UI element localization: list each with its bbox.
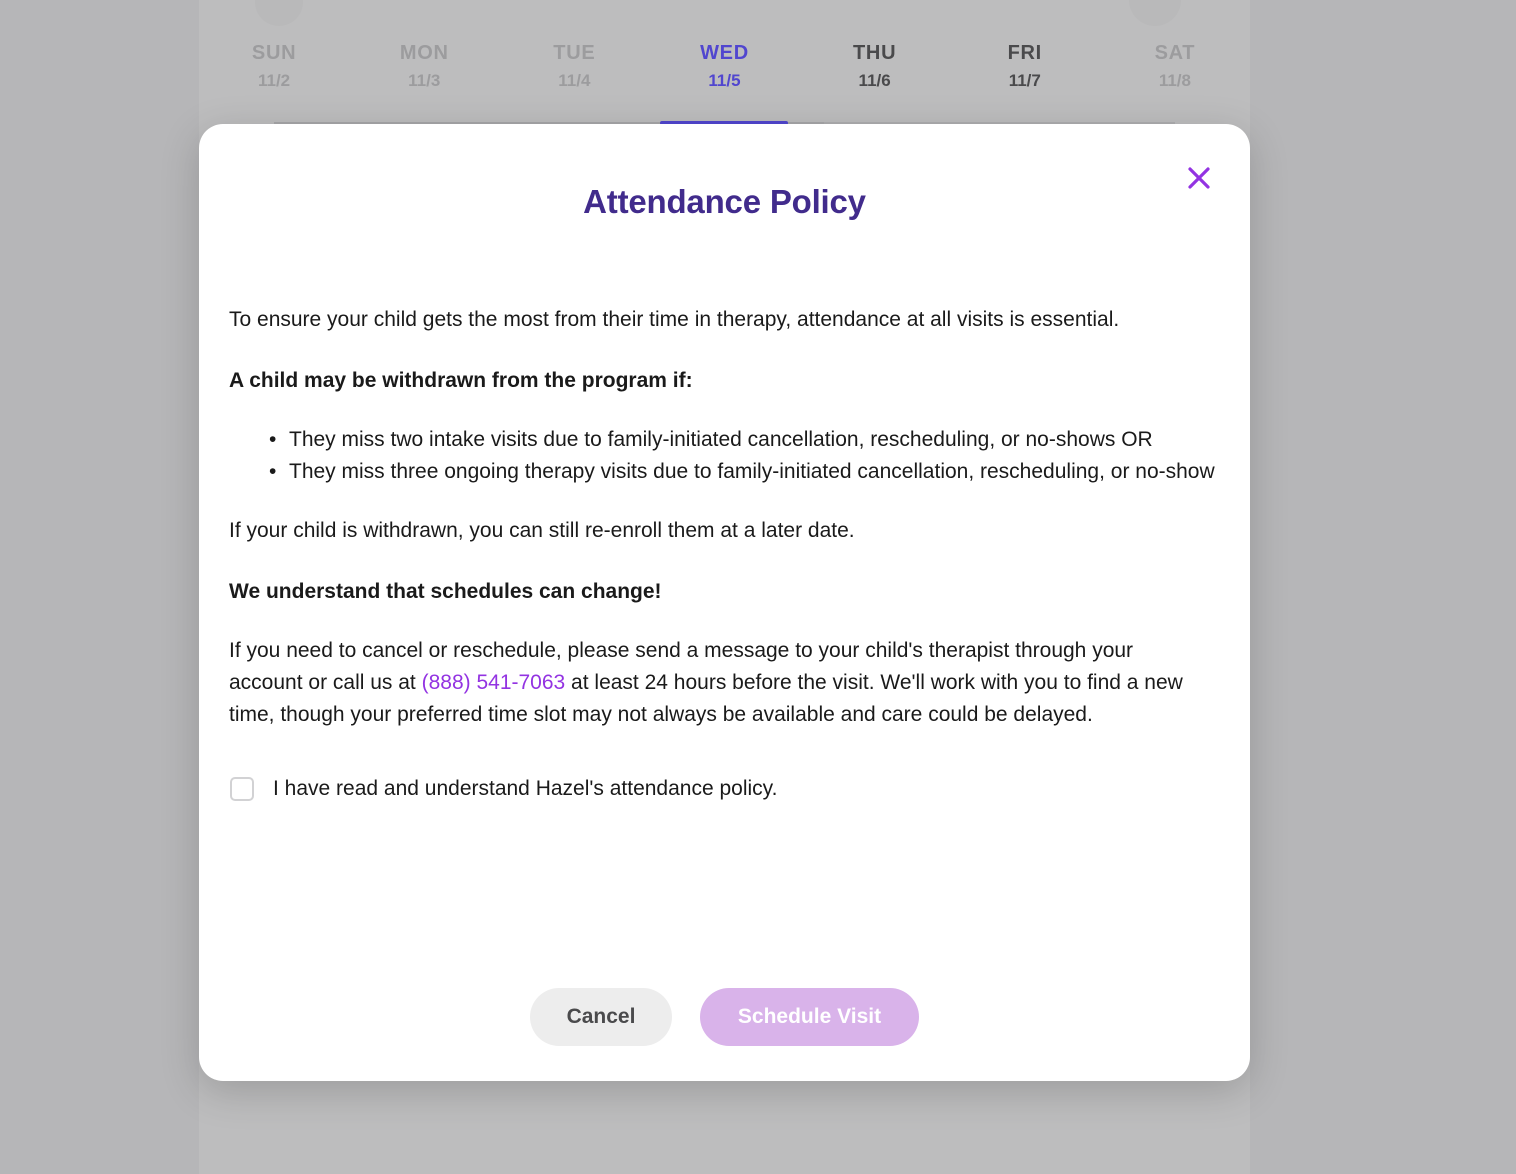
dialog-title: Attendance Policy	[583, 183, 866, 220]
schedule-visit-button[interactable]: Schedule Visit	[700, 988, 919, 1046]
close-icon	[1186, 165, 1212, 191]
list-item: • They miss three ongoing therapy visits due to family-initiated cancellation, rescheduling, or no-show	[269, 456, 1220, 488]
day-tab-name: SUN	[251, 42, 297, 64]
list-item: • They miss two intake visits due to family-initiated cancellation, rescheduling, or no-shows OR	[269, 424, 1220, 456]
day-tab-date: 11/8	[1158, 71, 1191, 90]
acknowledgement-checkbox[interactable]	[230, 777, 254, 801]
withdrawal-heading: A child may be withdrawn from the program if:	[229, 369, 693, 392]
support-phone-link[interactable]: (888) 541-7063	[421, 671, 566, 694]
acknowledgement-row	[230, 775, 1220, 803]
background-avatar-right	[1129, 0, 1181, 26]
day-tab-name: FRI	[1007, 42, 1042, 64]
day-tab-tue[interactable]	[499, 40, 649, 122]
day-tab-date: 11/5	[708, 71, 741, 90]
day-tab-name: SAT	[1154, 42, 1196, 64]
day-tab-name: THU	[853, 42, 897, 64]
day-tab-date: 11/3	[408, 71, 441, 90]
day-tab-sun[interactable]	[199, 40, 349, 122]
withdrawal-reason-list	[229, 424, 1220, 488]
background-avatar-left	[255, 0, 303, 26]
intro-paragraph: To ensure your child gets the most from their time in therapy, attendance at all visits is essential.	[229, 308, 1120, 331]
day-tab-fri[interactable]	[950, 40, 1100, 122]
day-tab-name: WED	[700, 42, 749, 64]
reenroll-paragraph: If your child is withdrawn, you can still re-enroll them at a later date.	[229, 519, 855, 542]
dialog-actions	[199, 988, 1250, 1046]
day-tab-wed[interactable]	[649, 40, 799, 122]
day-tab-mon[interactable]	[349, 40, 499, 122]
day-tab-date: 11/2	[257, 71, 291, 90]
dialog-body	[229, 304, 1220, 803]
schedules-change-heading: We understand that schedules can change!	[229, 580, 662, 603]
day-tab-date: 11/7	[1008, 71, 1041, 90]
day-tab-sat[interactable]	[1100, 40, 1250, 122]
day-tab-date: 11/6	[858, 71, 891, 90]
attendance-policy-dialog	[199, 124, 1250, 1081]
day-tab-thu[interactable]	[800, 40, 950, 122]
reschedule-paragraph	[229, 635, 1189, 731]
cancel-button[interactable]: Cancel	[530, 988, 672, 1046]
reschedule-text-after: at least 24 hours before the visit. We'll work with you to find a new time, though your preferred time slot may not always be available and care could be delayed.	[229, 671, 1183, 726]
acknowledgement-label[interactable]: I have read and understand Hazel's attendance policy.	[273, 777, 778, 800]
day-tab-name: MON	[399, 42, 449, 64]
day-tab-name: TUE	[553, 42, 596, 64]
week-day-tabs	[199, 40, 1250, 122]
day-tab-date: 11/4	[558, 71, 591, 90]
reschedule-text-before: If you need to cancel or reschedule, please send a message to your child's therapist through your account or call us at	[229, 639, 1134, 694]
close-dialog-button[interactable]	[1176, 155, 1222, 201]
